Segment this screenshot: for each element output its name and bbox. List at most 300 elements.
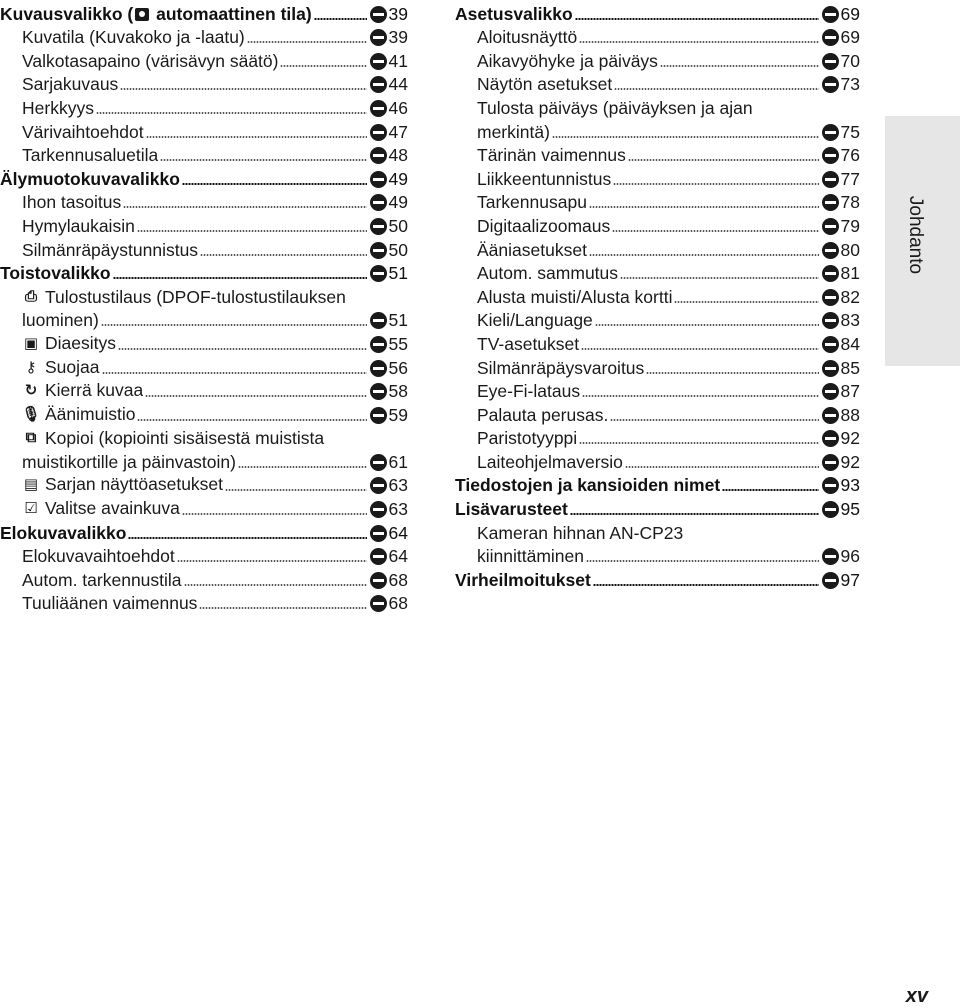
rotate-icon: ↻ — [24, 382, 38, 400]
reference-e-icon — [822, 53, 839, 70]
dot-leader — [575, 18, 819, 20]
page-reference — [370, 169, 408, 189]
toc-entry-text: Silmänräpäystunnistus — [22, 239, 199, 260]
reference-e-icon — [370, 383, 387, 400]
page-reference-number: 82 — [840, 286, 860, 307]
page-reference-number: 47 — [388, 121, 408, 142]
page-reference-number: 68 — [388, 569, 408, 590]
toc-section-heading — [0, 0, 408, 24]
reference-e-icon — [370, 194, 387, 211]
dot-leader — [552, 136, 819, 138]
dot-leader — [113, 277, 367, 279]
page-reference — [822, 287, 860, 307]
reference-e-icon — [370, 501, 387, 518]
toc-entry-label — [455, 405, 608, 425]
reference-e-icon — [370, 595, 387, 612]
dot-leader — [101, 324, 367, 326]
toc-entry-text: Kierrä kuvaa — [45, 380, 144, 401]
toc-entry-text: Paristotyyppi — [477, 428, 578, 449]
reference-e-icon — [822, 548, 839, 565]
toc-entry-text: luominen) — [22, 310, 99, 331]
reference-e-icon — [822, 336, 839, 353]
reference-e-icon — [370, 312, 387, 329]
toc-entry — [0, 212, 408, 236]
toc-section-heading — [455, 495, 860, 519]
toc-entry-label — [455, 51, 658, 71]
toc-entry — [455, 236, 860, 260]
toc-entry-text: Elokuvavalikko — [0, 522, 127, 543]
page-reference-number: 44 — [388, 74, 408, 95]
page-reference — [370, 523, 408, 543]
reference-e-icon — [370, 265, 387, 282]
toc-entry — [455, 283, 860, 307]
page-reference — [822, 216, 860, 236]
sequence-display-icon: ▤ — [23, 476, 39, 494]
reference-e-icon — [370, 100, 387, 117]
page-reference-number: 93 — [840, 475, 860, 496]
page-reference — [822, 74, 860, 94]
toc-entry-label — [0, 4, 312, 24]
reference-e-icon — [822, 477, 839, 494]
page-reference — [822, 51, 860, 71]
reference-e-icon — [822, 407, 839, 424]
reference-e-icon — [370, 454, 387, 471]
dot-leader — [145, 395, 366, 397]
toc-section-heading — [455, 472, 860, 496]
dot-leader — [614, 88, 818, 90]
toc-entry — [455, 94, 860, 118]
toc-entry-text: Autom. sammutus — [477, 263, 619, 284]
print-order-icon: ⎙ — [24, 287, 37, 305]
reference-e-icon — [822, 29, 839, 46]
toc-entry — [0, 401, 408, 425]
toc-entry-label — [455, 287, 672, 307]
toc-entry-label — [0, 357, 100, 378]
page-reference — [822, 358, 860, 378]
page-reference — [822, 570, 860, 590]
toc-entry-text: Alusta muisti/Alusta kortti — [477, 286, 673, 307]
toc-section-heading — [455, 0, 860, 24]
toc-entry — [0, 590, 408, 614]
page-reference-number: 92 — [840, 451, 860, 472]
dot-leader — [570, 513, 819, 515]
toc-entry-text: Silmänräpäysvaroitus — [477, 357, 645, 378]
section-tab-label: Johdanto — [905, 195, 926, 275]
toc-entry-label — [0, 333, 116, 354]
page-reference-number: 70 — [840, 50, 860, 71]
toc-entry-label — [0, 192, 121, 212]
toc-entry — [0, 495, 408, 519]
toc-entry-text: Kameran hihnan AN-CP23 — [477, 522, 684, 543]
toc-entry-label — [0, 474, 223, 495]
toc-entry-label — [0, 169, 180, 189]
page-reference — [822, 122, 860, 142]
dot-leader — [582, 395, 818, 397]
dot-leader — [625, 466, 819, 468]
toc-entry-label — [455, 240, 587, 260]
page-reference-number: 49 — [388, 168, 408, 189]
reference-e-icon — [370, 29, 387, 46]
page-reference-number: 64 — [388, 546, 408, 567]
page-reference-number: 69 — [840, 27, 860, 48]
page-reference — [370, 546, 408, 566]
page-reference-number: 97 — [840, 569, 860, 590]
toc-entry-text: Tarkennusaluetila — [22, 145, 159, 166]
page-reference-number: 75 — [840, 121, 860, 142]
toc-entry — [455, 425, 860, 449]
dot-leader — [184, 584, 367, 586]
dot-leader — [595, 324, 819, 326]
toc-entry-label — [0, 546, 175, 566]
page-reference-number: 50 — [388, 239, 408, 260]
toc-entry — [455, 47, 860, 71]
toc-left-column — [0, 0, 408, 613]
toc-entry-text: Diaesitys — [45, 332, 116, 353]
toc-entry-label — [455, 428, 577, 448]
reference-e-icon — [370, 124, 387, 141]
key-picture-icon: ☑ — [24, 500, 38, 518]
toc-entry-label — [455, 192, 587, 212]
toc-entry — [455, 189, 860, 213]
page-reference — [370, 334, 408, 354]
toc-entry-text: Tiedostojen ja kansioiden nimet — [455, 475, 721, 496]
toc-entry — [0, 142, 408, 166]
page-reference — [370, 145, 408, 165]
toc-entry — [0, 94, 408, 118]
toc-entry — [455, 401, 860, 425]
page-reference-number: 83 — [840, 310, 860, 331]
toc-entry-text: Laiteohjelmaversio — [477, 451, 623, 472]
toc-entry-text: Sarjakuvaus — [22, 74, 119, 95]
page-reference — [822, 334, 860, 354]
reference-e-icon — [822, 454, 839, 471]
toc-entry-label — [0, 145, 158, 165]
reference-e-icon — [822, 6, 839, 23]
copy-icon: ⧉ — [25, 429, 37, 447]
reference-e-icon — [822, 124, 839, 141]
page-reference — [822, 145, 860, 165]
reference-e-icon — [822, 312, 839, 329]
page-reference-number: 56 — [388, 357, 408, 378]
toc-entry-text: Eye-Fi-lataus — [477, 381, 581, 402]
toc-entry-text: Valitse avainkuva — [45, 498, 180, 519]
reference-e-icon — [822, 572, 839, 589]
toc-entry — [0, 354, 408, 378]
toc-entry-label — [0, 570, 182, 590]
page-reference-number: 63 — [388, 475, 408, 496]
page-reference — [370, 192, 408, 212]
page-reference-number: 51 — [388, 263, 408, 284]
toc-entry — [455, 212, 860, 236]
toc-entry-label — [0, 216, 135, 236]
dot-leader — [610, 419, 818, 421]
page-reference — [822, 546, 860, 566]
dot-leader — [137, 419, 366, 421]
reference-e-icon — [822, 147, 839, 164]
reference-e-icon — [822, 242, 839, 259]
toc-entry-text: merkintä) — [477, 121, 550, 142]
dot-leader — [160, 159, 366, 161]
toc-entry — [455, 543, 860, 567]
toc-entry-text: Värivaihtoehdot — [22, 121, 144, 142]
page-reference-number: 49 — [388, 192, 408, 213]
page-reference-number: 50 — [388, 215, 408, 236]
toc-entry-label — [0, 51, 278, 71]
toc-entry — [0, 425, 408, 449]
page-reference — [370, 452, 408, 472]
page-reference — [370, 51, 408, 71]
page-reference-number: 63 — [388, 499, 408, 520]
toc-entry-text: Hymylaukaisin — [22, 215, 135, 236]
page-reference-number: 73 — [840, 74, 860, 95]
page-reference — [822, 452, 860, 472]
toc-entry-label — [455, 334, 579, 354]
page-reference — [822, 428, 860, 448]
toc-entry-label — [455, 169, 611, 189]
page-reference-number: 88 — [840, 404, 860, 425]
toc-entry-text: Autom. tarkennustila — [22, 569, 182, 590]
page-reference-number: 84 — [840, 333, 860, 354]
toc-entry-text: Kuvausvalikko ( — [0, 3, 134, 24]
toc-section-heading — [455, 566, 860, 590]
page-reference-number: 92 — [840, 428, 860, 449]
toc-entry-label — [0, 310, 99, 330]
toc-entry-text: Äänimuistio — [45, 403, 136, 424]
toc-entry — [0, 283, 408, 307]
reference-e-icon — [822, 218, 839, 235]
page-reference — [370, 122, 408, 142]
toc-entry-label — [455, 216, 610, 236]
toc-entry-label — [0, 240, 198, 260]
reference-e-icon — [370, 360, 387, 377]
slideshow-icon: ▣ — [23, 334, 39, 352]
page-reference-number: 64 — [388, 522, 408, 543]
toc-entry-text: Elokuvavaihtoehdot — [22, 546, 175, 567]
toc-entry-label — [455, 310, 593, 330]
toc-entry-label — [455, 122, 550, 142]
dot-leader — [128, 537, 366, 539]
dot-leader — [177, 560, 367, 562]
toc-entry-text: Aikavyöhyke ja päiväys — [477, 50, 658, 71]
toc-entry-text: Digitaalizoomaus — [477, 215, 611, 236]
reference-e-icon — [822, 194, 839, 211]
reference-e-icon — [822, 265, 839, 282]
toc-entry-text: Asetusvalikko — [455, 3, 573, 24]
page-reference-number: 87 — [840, 381, 860, 402]
toc-right-column — [455, 0, 860, 590]
toc-entry — [0, 189, 408, 213]
toc-entry-text: Tärinän vaimennus — [477, 145, 626, 166]
toc-entry-text: Ihon tasoitus — [22, 192, 122, 213]
section-tab-label-wrap — [890, 160, 940, 310]
toc-entry-text: Lisävarusteet — [455, 499, 568, 520]
page-reference-number: 78 — [840, 192, 860, 213]
toc-section-heading — [0, 260, 408, 284]
reference-e-icon — [370, 171, 387, 188]
page-reference — [370, 216, 408, 236]
page-reference-number: 81 — [840, 263, 860, 284]
toc-entry — [0, 543, 408, 567]
dot-leader — [646, 372, 818, 374]
toc-entry — [455, 24, 860, 48]
toc-entry-text: Kieli/Language — [477, 310, 593, 331]
dot-leader — [96, 112, 367, 114]
toc-entry-label — [455, 499, 568, 519]
page-reference — [370, 240, 408, 260]
toc-entry-label — [455, 4, 573, 24]
dot-leader — [182, 183, 367, 185]
toc-entry — [455, 118, 860, 142]
page-reference — [822, 4, 860, 24]
toc-entry-text: muistikortille ja päinvastoin) — [22, 451, 236, 472]
dot-leader — [589, 206, 819, 208]
reference-e-icon — [370, 525, 387, 542]
page-reference — [370, 499, 408, 519]
page-reference-number: 51 — [388, 310, 408, 331]
toc-entry — [0, 47, 408, 71]
reference-e-icon — [370, 548, 387, 565]
toc-entry — [0, 236, 408, 260]
page-reference — [822, 192, 860, 212]
dot-leader — [674, 301, 818, 303]
toc-entry-text: Toistovalikko — [0, 263, 111, 284]
dot-leader — [589, 254, 819, 256]
page-reference — [370, 405, 408, 425]
page-reference — [822, 475, 860, 495]
toc-entry-text: Sarjan näyttöasetukset — [45, 474, 224, 495]
dot-leader — [579, 442, 818, 444]
toc-entry-text: Suojaa — [45, 356, 100, 377]
page-reference — [370, 570, 408, 590]
page-reference-number: 79 — [840, 215, 860, 236]
toc-entry — [0, 472, 408, 496]
page-reference-number: 58 — [388, 381, 408, 402]
toc-entry — [0, 118, 408, 142]
reference-e-icon — [370, 6, 387, 23]
page-reference-number: 69 — [840, 3, 860, 24]
page-reference — [370, 4, 408, 24]
page-reference — [370, 263, 408, 283]
reference-e-icon — [822, 360, 839, 377]
reference-e-icon — [370, 572, 387, 589]
toc-entry — [0, 566, 408, 590]
toc-entry — [455, 378, 860, 402]
toc-entry-label — [0, 404, 135, 425]
camera-icon — [135, 8, 149, 21]
toc-entry-label — [455, 452, 623, 472]
reference-e-icon — [370, 53, 387, 70]
page-reference-number: 61 — [388, 451, 408, 472]
dot-leader — [612, 230, 818, 232]
page-reference-number: 41 — [388, 50, 408, 71]
dot-leader — [102, 372, 367, 374]
dot-leader — [581, 348, 818, 350]
toc-entry-text: Kopioi (kopiointi sisäisestä muistista — [45, 428, 325, 449]
dot-leader — [586, 560, 819, 562]
toc-entry-text: automaattinen tila) — [151, 3, 312, 24]
reference-e-icon — [370, 477, 387, 494]
toc-entry — [455, 448, 860, 472]
toc-entry-label — [455, 381, 580, 401]
reference-e-icon — [370, 407, 387, 424]
page-reference — [822, 27, 860, 47]
toc-entry-label — [0, 452, 236, 472]
toc-entry — [0, 71, 408, 95]
page-reference — [822, 240, 860, 260]
toc-entry-label — [0, 593, 197, 613]
page-reference-number: 85 — [840, 357, 860, 378]
reference-e-icon — [370, 242, 387, 259]
toc-entry — [455, 165, 860, 189]
page-reference — [370, 358, 408, 378]
dot-leader — [314, 18, 367, 20]
toc-entry — [455, 142, 860, 166]
dot-leader — [200, 254, 366, 256]
page-number: xv — [905, 985, 928, 1007]
dot-leader — [593, 584, 819, 586]
toc-entry-label — [455, 570, 591, 590]
page-reference — [822, 169, 860, 189]
toc-entry-text: kiinnittäminen — [477, 546, 584, 567]
toc-entry — [0, 307, 408, 331]
toc-entry-text: Tulostustilaus (DPOF-tulostustilauksen — [45, 286, 346, 307]
page-reference — [822, 310, 860, 330]
page-reference — [370, 74, 408, 94]
toc-entry-label — [455, 475, 720, 495]
page-reference — [822, 381, 860, 401]
page-reference — [370, 27, 408, 47]
page-reference-number: 76 — [840, 145, 860, 166]
toc-entry-text: Ääniasetukset — [477, 239, 587, 260]
page-reference — [370, 98, 408, 118]
toc-entry-text: Älymuotokuvavalikko — [0, 168, 180, 189]
toc-entry-label — [455, 546, 584, 566]
dot-leader — [660, 65, 819, 67]
toc-entry-text: Aloitusnäyttö — [477, 27, 578, 48]
dot-leader — [628, 159, 819, 161]
toc-entry-text: Näytön asetukset — [477, 74, 613, 95]
toc-entry-text: Virheilmoitukset — [455, 569, 591, 590]
page-reference-number: 48 — [388, 145, 408, 166]
reference-e-icon — [822, 171, 839, 188]
dot-leader — [146, 136, 367, 138]
toc-entry-label — [455, 27, 577, 47]
toc-entry-label — [0, 380, 143, 401]
toc-entry-label — [455, 263, 618, 283]
toc-entry-label — [0, 27, 245, 47]
dot-leader — [613, 183, 818, 185]
toc-entry-text: Liikkeentunnistus — [477, 168, 612, 189]
toc-entry — [455, 519, 860, 543]
reference-e-icon — [822, 430, 839, 447]
toc-entry — [0, 378, 408, 402]
dot-leader — [620, 277, 819, 279]
reference-e-icon — [822, 289, 839, 306]
page-reference — [370, 310, 408, 330]
toc-entry-label — [455, 145, 626, 165]
dot-leader — [225, 489, 367, 491]
toc-entry-label — [455, 358, 644, 378]
page-reference — [822, 405, 860, 425]
toc-entry-text: Tuuliäänen vaimennus — [22, 593, 198, 614]
page-reference-number: 77 — [840, 168, 860, 189]
dot-leader — [247, 41, 367, 43]
reference-e-icon — [370, 336, 387, 353]
toc-entry — [455, 354, 860, 378]
toc-entry-text: Valkotasapaino (värisävyn säätö) — [22, 50, 279, 71]
reference-e-icon — [370, 76, 387, 93]
page-reference — [370, 381, 408, 401]
